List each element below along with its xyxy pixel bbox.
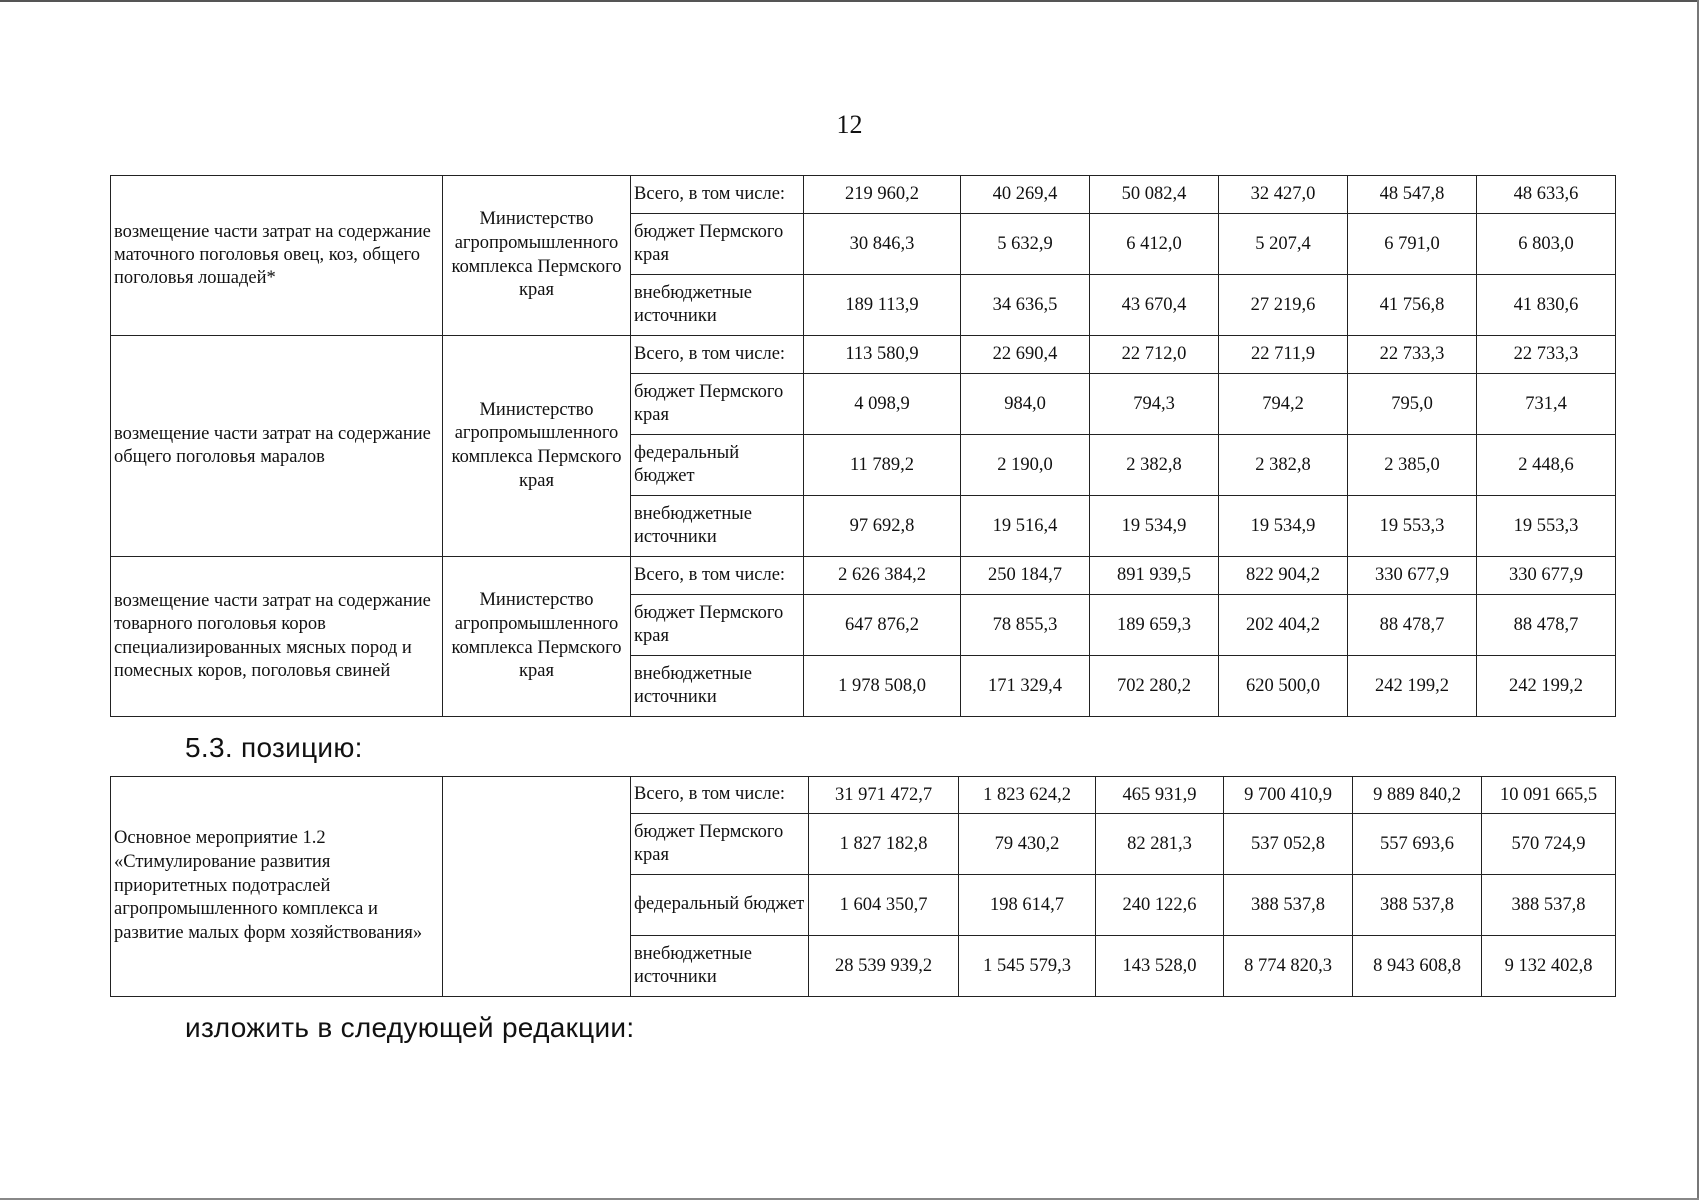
funding-source: бюджет Пермского края [631, 374, 804, 435]
value-cell: 557 693,6 [1353, 814, 1482, 875]
value-cell: 240 122,6 [1096, 875, 1224, 936]
value-cell: 19 516,4 [961, 496, 1090, 557]
value-cell: 1 827 182,8 [809, 814, 959, 875]
value-cell: 10 091 665,5 [1482, 777, 1616, 814]
scan-edge-top [0, 0, 1699, 2]
value-cell: 891 939,5 [1090, 557, 1219, 595]
value-cell: 41 756,8 [1348, 275, 1477, 336]
value-cell: 41 830,6 [1477, 275, 1616, 336]
funding-source: внебюджетные источники [631, 656, 804, 717]
measure-name: возмещение части затрат на содержание общего поголовья маралов [111, 336, 443, 557]
value-cell: 6 803,0 [1477, 214, 1616, 275]
value-cell: 143 528,0 [1096, 936, 1224, 997]
funding-source: внебюджетные источники [631, 275, 804, 336]
closing-instruction: изложить в следующей редакции: [185, 1012, 635, 1043]
funding-source: Всего, в том числе: [631, 176, 804, 214]
table-row [111, 777, 1616, 814]
table-row [111, 557, 1616, 595]
funding-source: внебюджетные источники [631, 936, 809, 997]
value-cell: 88 478,7 [1348, 595, 1477, 656]
value-cell: 34 636,5 [961, 275, 1090, 336]
value-cell: 22 733,3 [1477, 336, 1616, 374]
value-cell: 2 190,0 [961, 435, 1090, 496]
value-cell: 822 904,2 [1219, 557, 1348, 595]
value-cell: 702 280,2 [1090, 656, 1219, 717]
value-cell: 19 534,9 [1219, 496, 1348, 557]
funding-source: федеральный бюджет [631, 435, 804, 496]
value-cell: 4 098,9 [804, 374, 961, 435]
value-cell: 113 580,9 [804, 336, 961, 374]
value-cell: 1 823 624,2 [959, 777, 1096, 814]
value-cell: 97 692,8 [804, 496, 961, 557]
value-cell: 6 791,0 [1348, 214, 1477, 275]
value-cell: 30 846,3 [804, 214, 961, 275]
table-row [111, 176, 1616, 214]
funding-source: Всего, в том числе: [631, 557, 804, 595]
value-cell: 620 500,0 [1219, 656, 1348, 717]
section-heading: 5.3. позицию: [185, 732, 363, 763]
value-cell: 219 960,2 [804, 176, 961, 214]
value-cell: 11 789,2 [804, 435, 961, 496]
value-cell: 388 537,8 [1353, 875, 1482, 936]
value-cell: 242 199,2 [1477, 656, 1616, 717]
value-cell: 19 534,9 [1090, 496, 1219, 557]
value-cell: 22 711,9 [1219, 336, 1348, 374]
value-cell: 330 677,9 [1348, 557, 1477, 595]
measure-name: возмещение части затрат на содержание товарного поголовья коров специализированных мясных пород и помесных коров, поголовья свиней [111, 557, 443, 717]
value-cell: 731,4 [1477, 374, 1616, 435]
value-cell: 202 404,2 [1219, 595, 1348, 656]
responsible-executor: Министерство агропромышленного комплекса Пермского края [443, 336, 631, 557]
value-cell: 388 537,8 [1224, 875, 1353, 936]
value-cell: 79 430,2 [959, 814, 1096, 875]
table-row [111, 336, 1616, 374]
value-cell: 330 677,9 [1477, 557, 1616, 595]
value-cell: 8 943 608,8 [1353, 936, 1482, 997]
value-cell: 82 281,3 [1096, 814, 1224, 875]
value-cell: 88 478,7 [1477, 595, 1616, 656]
value-cell: 19 553,3 [1348, 496, 1477, 557]
value-cell: 465 931,9 [1096, 777, 1224, 814]
value-cell: 6 412,0 [1090, 214, 1219, 275]
value-cell: 22 733,3 [1348, 336, 1477, 374]
value-cell: 5 207,4 [1219, 214, 1348, 275]
value-cell: 5 632,9 [961, 214, 1090, 275]
value-cell: 794,3 [1090, 374, 1219, 435]
value-cell: 1 545 579,3 [959, 936, 1096, 997]
value-cell: 388 537,8 [1482, 875, 1616, 936]
value-cell: 31 971 472,7 [809, 777, 959, 814]
value-cell: 242 199,2 [1348, 656, 1477, 717]
funding-source: Всего, в том числе: [631, 336, 804, 374]
value-cell: 27 219,6 [1219, 275, 1348, 336]
value-cell: 1 604 350,7 [809, 875, 959, 936]
value-cell: 2 382,8 [1219, 435, 1348, 496]
value-cell: 570 724,9 [1482, 814, 1616, 875]
value-cell: 171 329,4 [961, 656, 1090, 717]
value-cell: 794,2 [1219, 374, 1348, 435]
value-cell: 2 385,0 [1348, 435, 1477, 496]
value-cell: 2 626 384,2 [804, 557, 961, 595]
value-cell: 43 670,4 [1090, 275, 1219, 336]
value-cell: 984,0 [961, 374, 1090, 435]
responsible-executor: Министерство агропромышленного комплекса Пермского края [443, 176, 631, 336]
value-cell: 1 978 508,0 [804, 656, 961, 717]
value-cell: 40 269,4 [961, 176, 1090, 214]
value-cell: 198 614,7 [959, 875, 1096, 936]
value-cell: 9 132 402,8 [1482, 936, 1616, 997]
funding-source: бюджет Пермского края [631, 595, 804, 656]
funding-source: внебюджетные источники [631, 496, 804, 557]
value-cell: 2 448,6 [1477, 435, 1616, 496]
funding-source: бюджет Пермского края [631, 214, 804, 275]
value-cell: 32 427,0 [1219, 176, 1348, 214]
value-cell: 48 547,8 [1348, 176, 1477, 214]
value-cell: 22 690,4 [961, 336, 1090, 374]
funding-table-main-activity [110, 776, 1616, 997]
value-cell: 795,0 [1348, 374, 1477, 435]
value-cell: 8 774 820,3 [1224, 936, 1353, 997]
value-cell: 28 539 939,2 [809, 936, 959, 997]
page-number: 12 [836, 110, 863, 139]
value-cell: 250 184,7 [961, 557, 1090, 595]
value-cell: 78 855,3 [961, 595, 1090, 656]
responsible-executor [443, 777, 631, 997]
funding-source: федеральный бюджет [631, 875, 809, 936]
funding-table-main [110, 175, 1616, 717]
measure-name: возмещение части затрат на содержание маточного поголовья овец, коз, общего поголовья лошадей* [111, 176, 443, 336]
value-cell: 50 082,4 [1090, 176, 1219, 214]
responsible-executor: Министерство агропромышленного комплекса Пермского края [443, 557, 631, 717]
value-cell: 647 876,2 [804, 595, 961, 656]
value-cell: 189 113,9 [804, 275, 961, 336]
value-cell: 189 659,3 [1090, 595, 1219, 656]
value-cell: 22 712,0 [1090, 336, 1219, 374]
funding-source: бюджет Пермского края [631, 814, 809, 875]
funding-source: Всего, в том числе: [631, 777, 809, 814]
main-activity-name: Основное мероприятие 1.2 «Стимулирование развития приоритетных подотраслей агропромышленного комплекса и развитие малых форм хозяйствования» [111, 777, 443, 997]
value-cell: 9 700 410,9 [1224, 777, 1353, 814]
value-cell: 9 889 840,2 [1353, 777, 1482, 814]
value-cell: 48 633,6 [1477, 176, 1616, 214]
value-cell: 537 052,8 [1224, 814, 1353, 875]
value-cell: 19 553,3 [1477, 496, 1616, 557]
value-cell: 2 382,8 [1090, 435, 1219, 496]
